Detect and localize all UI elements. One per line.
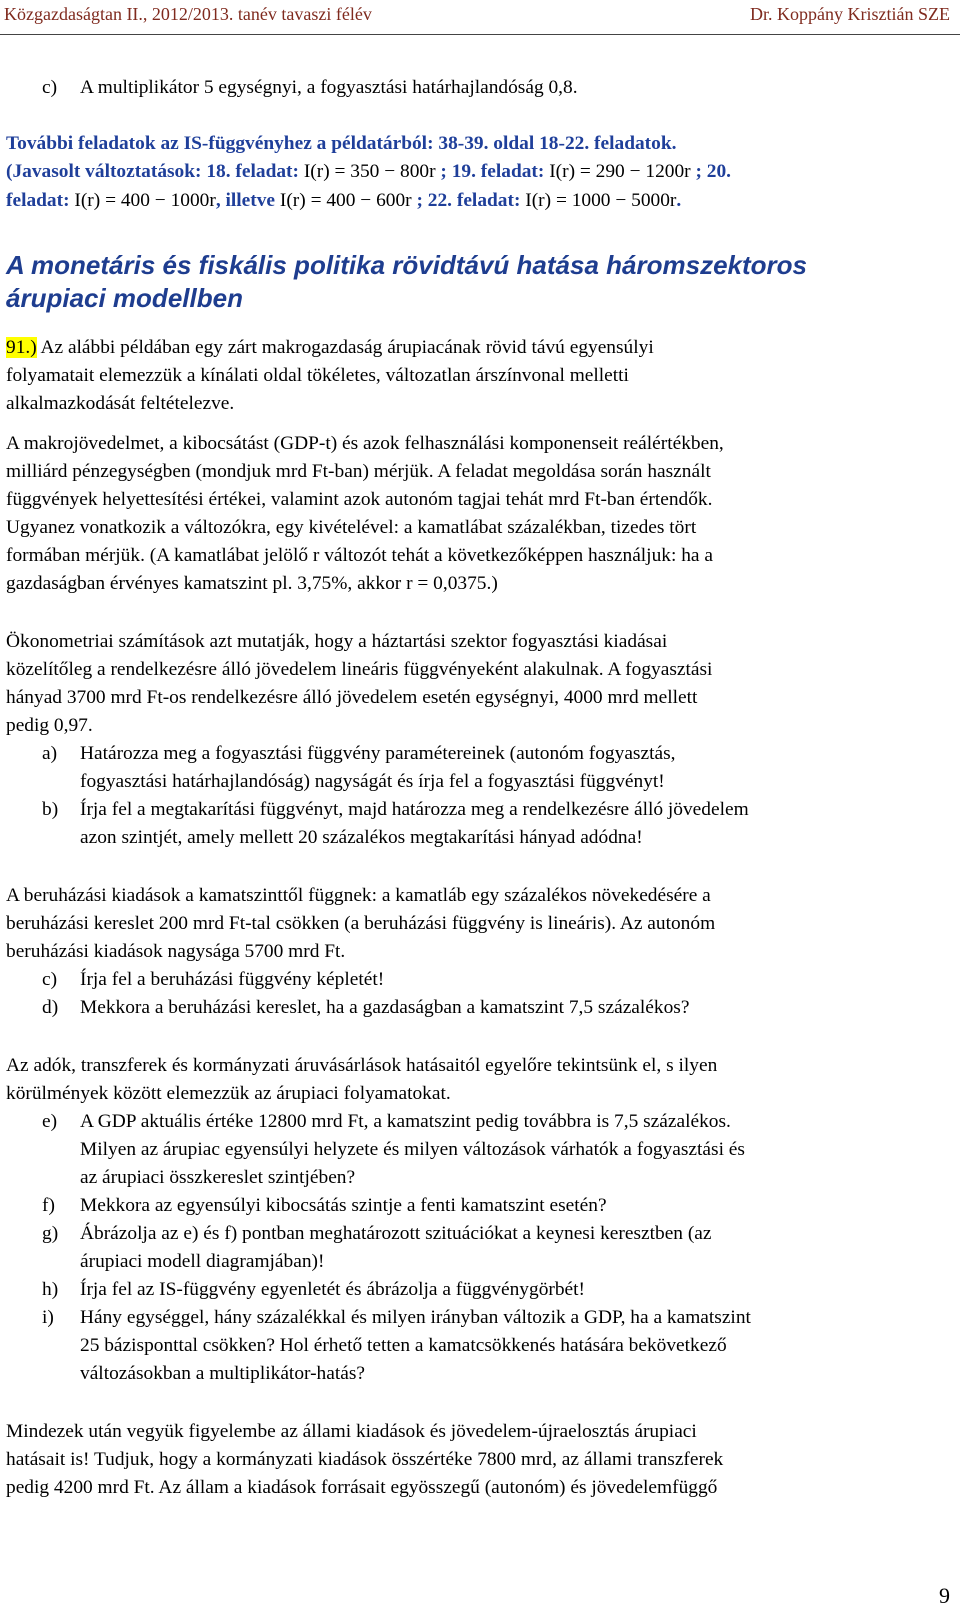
item-text: Mekkora a beruházási kereslet, ha a gazdaságban a kamatszint 7,5 százalékos? <box>80 997 690 1018</box>
paragraph-line: pedig 4200 mrd Ft. Az állam a kiadások forrásait egyösszegű (autonóm) és jövedelemfüggő <box>6 1477 718 1498</box>
extra-tasks-line: feladat: I(r) = 400 − 1000r, illetve I(r) = 400 − 600r ; 22. feladat: I(r) = 1000 − 5000r. <box>6 190 682 211</box>
formula-22: I(r) = 1000 − 5000r <box>525 190 677 211</box>
item-label: i) <box>42 1307 54 1328</box>
item-label: e) <box>42 1111 58 1132</box>
item-text: A multiplikátor 5 egységnyi, a fogyasztási határhajlandóság 0,8. <box>80 77 578 98</box>
section-title: árupiaci modellben <box>6 283 243 313</box>
item-label: h) <box>42 1279 59 1300</box>
paragraph-line: alkalmazkodását feltételezve. <box>6 393 235 414</box>
item-label: c) <box>42 77 58 98</box>
paragraph-line: Mindezek után vegyük figyelembe az állami kiadások és jövedelem-újraelosztás árupiaci <box>6 1421 697 1442</box>
item-text: Hány egységgel, hány százalékkal és milyen irányban változik a GDP, ha a kamatszint <box>80 1307 751 1328</box>
paragraph-line: Az adók, transzferek és kormányzati áruvásárlások hatásaitól egyelőre tekintsünk el, s ilyen <box>6 1055 718 1076</box>
formula-18: I(r) = 350 − 800r <box>303 161 436 182</box>
paragraph-line: beruházási kereslet 200 mrd Ft-tal csökken (a beruházási függvény is lineáris). Az autonóm <box>6 913 716 934</box>
item-text: az árupiaci összkereslet szintjében? <box>80 1167 356 1188</box>
paragraph-line: pedig 0,97. <box>6 715 93 736</box>
item-text: fogyasztási határhajlandóság) nagyságát és írja fel a fogyasztási függvényt! <box>80 771 665 792</box>
item-text: azon szintjét, amely mellett 20 százalékos megtakarítási hányad adódna! <box>80 827 643 848</box>
item-label: f) <box>42 1195 55 1216</box>
paragraph-line: A beruházási kiadások a kamatszinttől függnek: a kamatláb egy százalékos növekedésére a <box>6 885 711 906</box>
paragraph-line: 91.) Az alábbi példában egy zárt makrogazdaság árupiacának rövid távú egyensúlyi <box>6 337 654 358</box>
paragraph-line: gazdaságban érvényes kamatszint pl. 3,75%, akkor r = 0,0375.) <box>6 573 498 594</box>
item-text: változásokban a multiplikátor-hatás? <box>80 1363 365 1384</box>
section-title: A monetáris és fiskális politika rövidtávú hatása háromszektoros <box>6 250 807 280</box>
paragraph-line: folyamatait elemezzük a kínálati oldal tökéletes, változatlan árszínvonal melletti <box>6 365 629 386</box>
page-number: 9 <box>939 1583 950 1608</box>
item-text: Milyen az árupiac egyensúlyi helyzete és milyen változások várhatók a fogyasztási és <box>80 1139 745 1160</box>
paragraph-line: beruházási kiadások nagysága 5700 mrd Ft. <box>6 941 346 962</box>
item-text: Írja fel a megtakarítási függvényt, majd határozza meg a rendelkezésre álló jövedelem <box>80 799 749 820</box>
extra-tasks-line: További feladatok az IS-függvényhez a példatárból: 38-39. oldal 18-22. feladatok. <box>6 133 677 154</box>
exercise-number: 91.) <box>6 337 37 358</box>
paragraph-line: Ökonometriai számítások azt mutatják, hogy a háztartási szektor fogyasztási kiadásai <box>6 631 668 652</box>
page-header <box>0 0 960 36</box>
formula-20b: I(r) = 400 − 600r <box>279 190 412 211</box>
item-text: Írja fel az IS-függvény egyenletét és ábrázolja a függvénygörbét! <box>80 1279 585 1300</box>
paragraph-line: A makrojövedelmet, a kibocsátást (GDP-t) és azok felhasználási komponenseit reálértékben, <box>6 433 724 454</box>
paragraph-line: hatásait is! Tudjuk, hogy a kormányzati kiadások összértéke 7800 mrd, az állami transzferek <box>6 1449 724 1470</box>
header-course: Közgazdaságtan II., 2012/2013. tanév tavaszi félév <box>4 4 372 24</box>
item-text: Írja fel a beruházási függvény képletét! <box>80 969 385 990</box>
item-label: c) <box>42 969 58 990</box>
extra-tasks-line: (Javasolt változtatások: 18. feladat: I(r) = 350 − 800r ; 19. feladat: I(r) = 290 − 1200r ; 20. <box>6 161 732 182</box>
item-text: Határozza meg a fogyasztási függvény paramétereinek (autonóm fogyasztás, <box>80 743 676 764</box>
paragraph-line: milliárd pénzegységben (mondjuk mrd Ft-ban) mérjük. A feladat megoldása során használt <box>6 461 711 482</box>
paragraph-line: Ugyanez vonatkozik a változókra, egy kivételével: a kamatlábat százalékban, tizedes tört <box>6 517 697 538</box>
item-text: Ábrázolja az e) és f) pontban meghatározott szituációkat a keynesi keresztben (az <box>80 1223 712 1244</box>
item-label: d) <box>42 997 59 1018</box>
paragraph-line: körülmények között elemezzük az árupiaci folyamatokat. <box>6 1083 451 1104</box>
item-text: 25 bázisponttal csökken? Hol érhető tetten a kamatcsökkenés hatására bekövetkező <box>80 1335 727 1356</box>
paragraph-line: formában mérjük. (A kamatlábat jelölő r változót tehát a következőképpen használjuk: ha a <box>6 545 713 566</box>
paragraph-line: függvények helyettesítési értékei, valamint azok autonóm tagjai tehát mrd Ft-ban értendők. <box>6 489 713 510</box>
formula-20a: I(r) = 400 − 1000r <box>74 190 216 211</box>
item-text: árupiaci modell diagramjában)! <box>80 1251 325 1272</box>
paragraph-line: hányad 3700 mrd Ft-os rendelkezésre álló jövedelem esetén egységnyi, 4000 mrd mellett <box>6 687 698 708</box>
item-label: b) <box>42 799 59 820</box>
paragraph-line: közelítőleg a rendelkezésre álló jövedelem lineáris függvényeként alakulnak. A fogyasztási <box>6 659 713 680</box>
header-author: Dr. Koppány Krisztián SZE <box>750 4 950 24</box>
item-text: Mekkora az egyensúlyi kibocsátás szintje a fenti kamatszint esetén? <box>80 1195 607 1216</box>
item-text: A GDP aktuális értéke 12800 mrd Ft, a kamatszint pedig továbbra is 7,5 százalékos. <box>80 1111 731 1132</box>
item-label: g) <box>42 1223 59 1244</box>
item-label: a) <box>42 743 58 764</box>
formula-19: I(r) = 290 − 1200r <box>549 161 691 182</box>
header-rule <box>0 34 960 35</box>
